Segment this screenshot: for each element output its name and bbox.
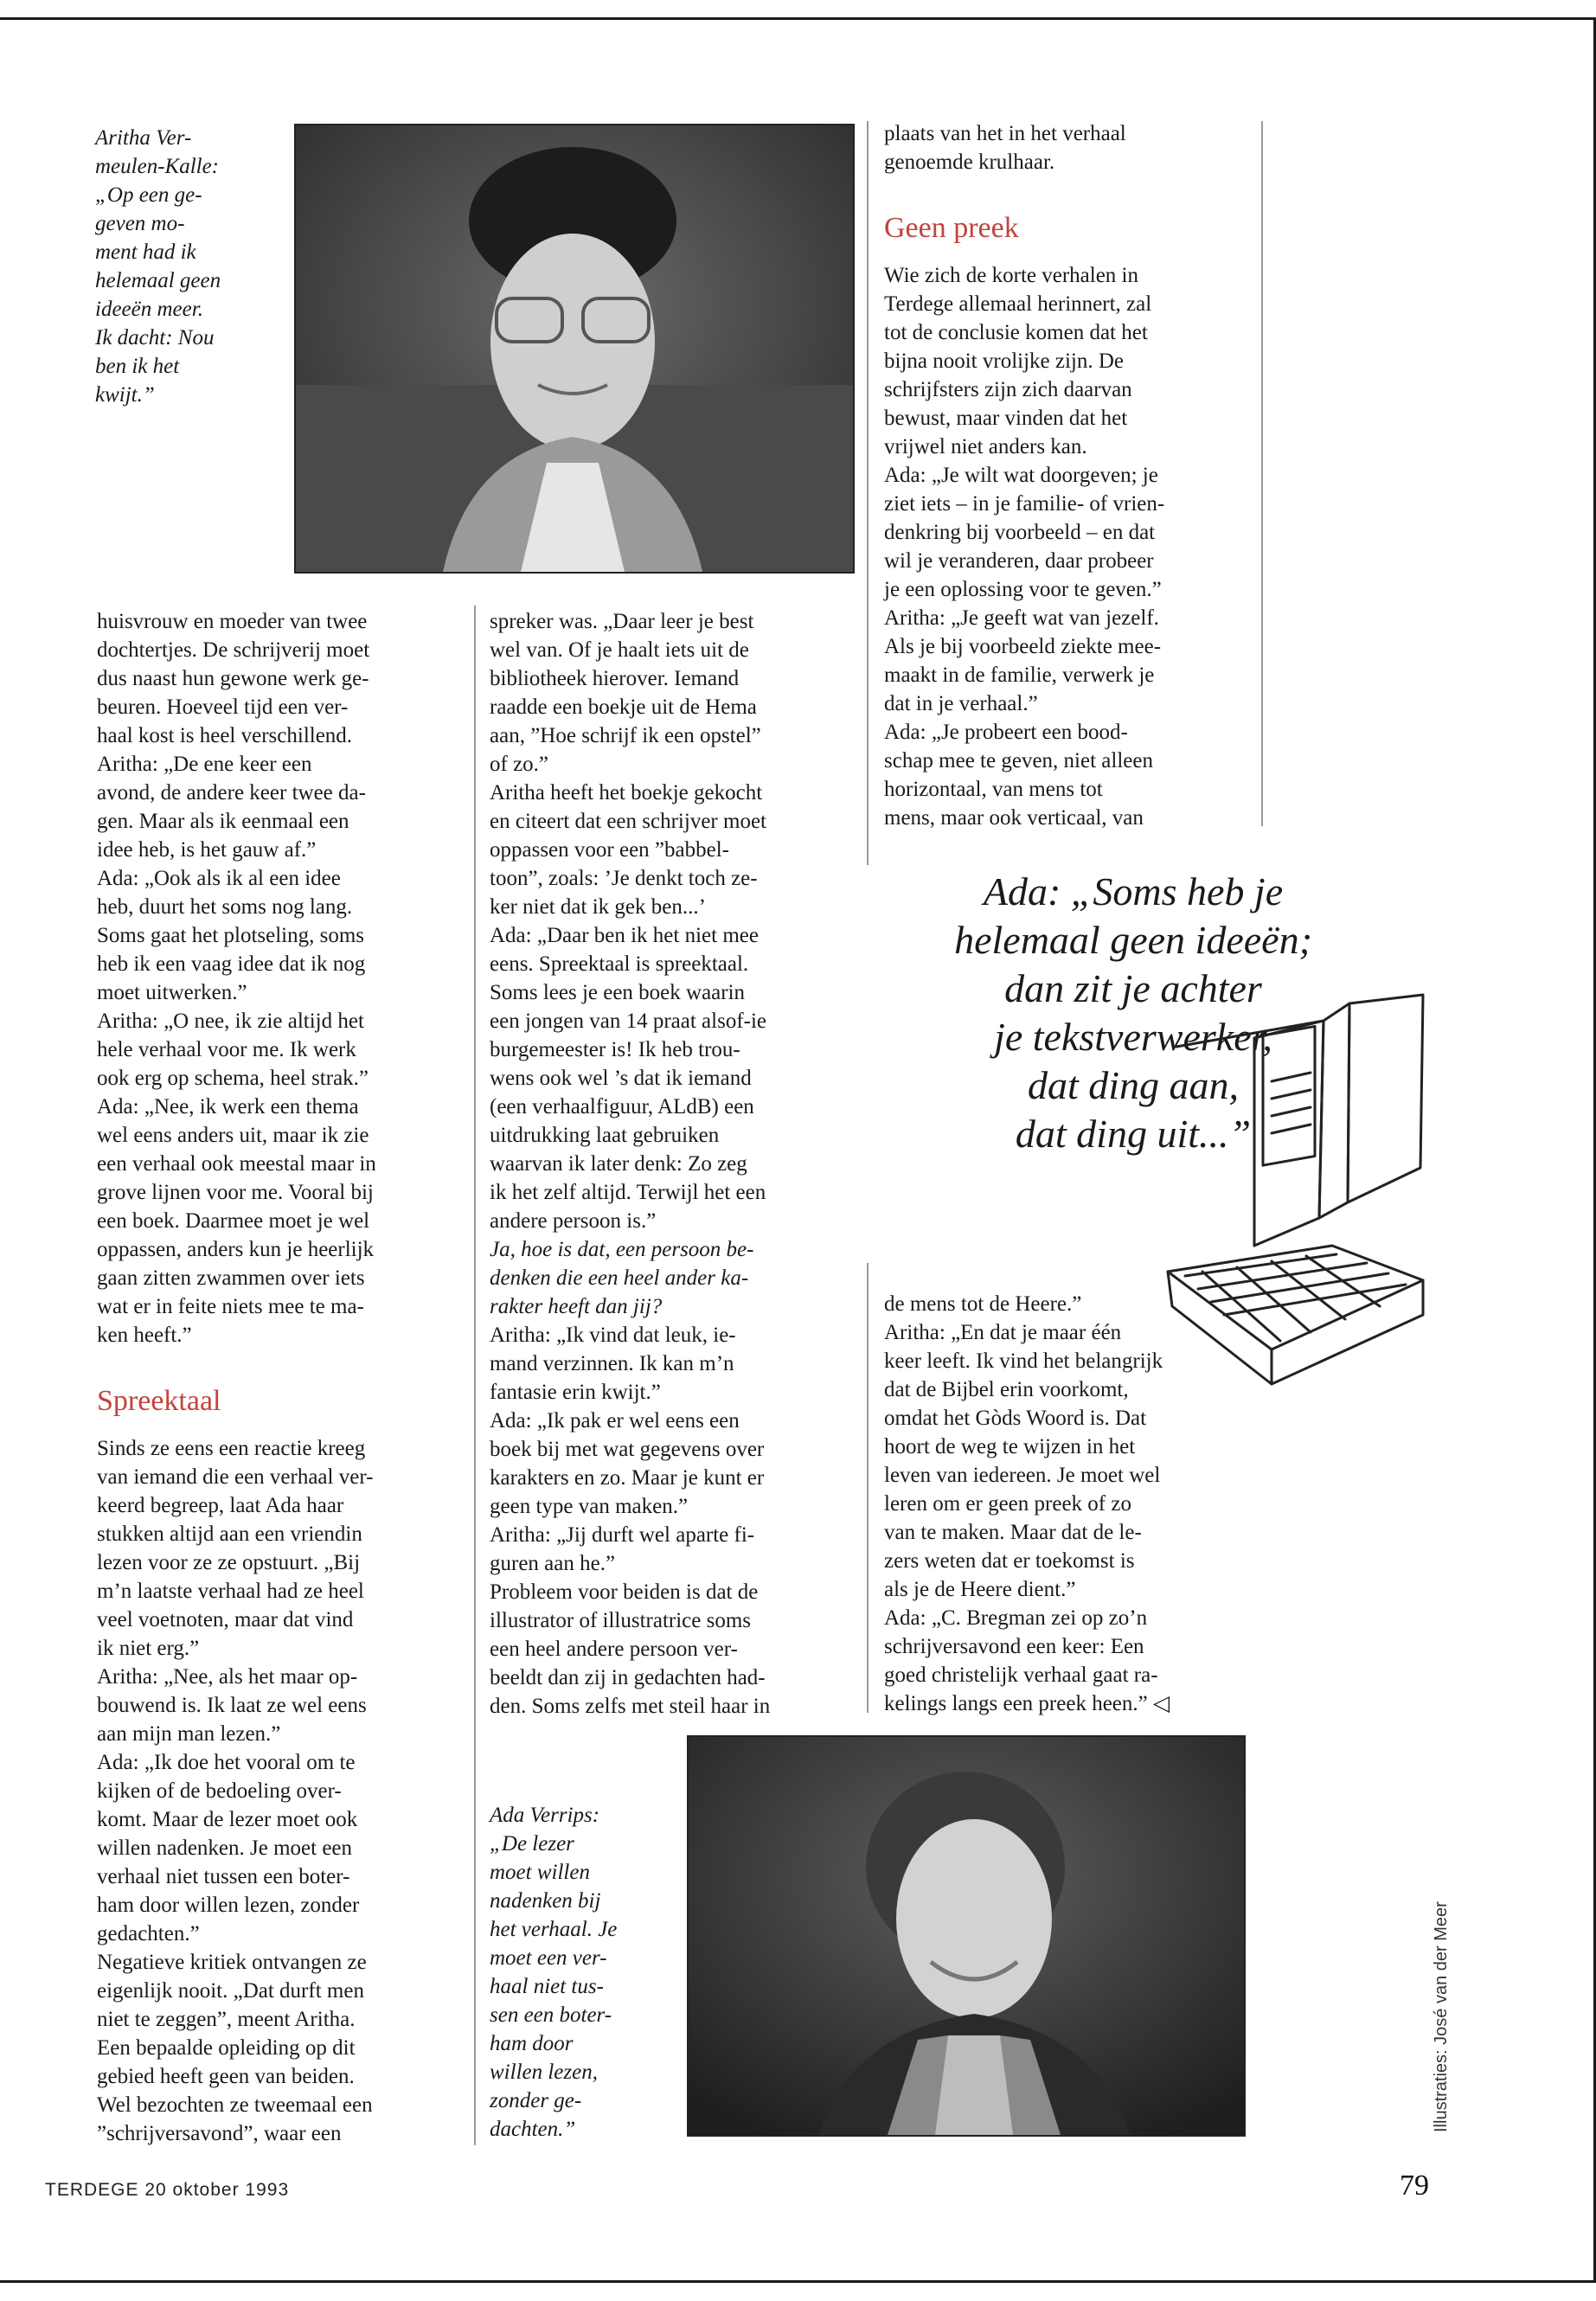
- column-right-bottom: [884, 1290, 1247, 1718]
- illustration-credit: Illustraties: José van der Meer: [1432, 1901, 1451, 2132]
- portrait-ada-image: [689, 1737, 1244, 2135]
- photo-ada: [687, 1735, 1246, 2137]
- paragraph-right-bottom: de mens tot de Heere.” Aritha: „En dat je maar één keer leeft. Ik vind het belangrijk dat de Bijbel erin voorkomt, omdat het Gòds Woord is. Dat hoort de weg te wijzen in het leven van iedereen. Je moet wel leren om er geen preek of zo van te maken. Maar dat de le- zers weten dat er toekomst is als je de Heere dient.” Ada: „C. Bregman zei op zo’n schrijversavond een keer: Een goed christelijk verhaal gaat ra- kelings langs een preek heen.” ◁: [884, 1292, 1170, 1715]
- column-rule: [867, 121, 869, 865]
- paragraph-left-2: Sinds ze eens een reactie kreeg van iemand die een verhaal ver- keerd begreep, laat Ada haar stukken altijd aan een vriendin lezen voor ze ze opstuurt. „Bij m’n laatste verhaal had ze heel veel voetnoten, maar dat vind ik niet erg.” Aritha: „Nee, als het maar op- bouwend is. Ik laat ze wel eens aan mijn man lezen.” Ada: „Ik doe het vooral om te kijken of de bedoeling over- komt. Maar de lezer moet ook willen nadenken. Je moet een verhaal niet tussen een boter- ham door willen lezen, zonder gedachten.” Negatieve kritiek ontvangen ze eigenlijk nooit. „Dat durft men niet te zeggen”, meent Aritha. Een bepaalde opleiding op dit gebied heeft geen van beiden. Wel bezochten ze tweemaal een ”schrijversavond”, waar een: [97, 1437, 374, 2145]
- interview-question: Ja, hoe is dat, een persoon be- denken die een heel ander ka- rakter heeft dan jij?: [490, 1238, 754, 1318]
- paragraph-geen-preek: Wie zich de korte verhalen in Terdege allemaal herinnert, zal tot de conclusie komen dat het bijna nooit vrolijke zijn. De schrijfsters zijn zich daarvan bewust, maar vinden dat het vrijwel niet anders kan. Ada: „Je wilt wat doorgeven; je ziet iets – in je familie- of vrien- denkring bij voorbeeld – en dat wil je veranderen, daar probeer je een oplossing voor te geven.” Aritha: „Je geeft wat van jezelf. Als je bij voorbeeld ziekte mee- maakt in de familie, verwerk je dat in je verhaal.” Ada: „Je probeert een bood- schap mee te geven, niet alleen horizontaal, van mens tot mens, maar ook verticaal, van: [884, 264, 1165, 830]
- heading-spreektaal: Spreektaal: [97, 1385, 221, 1417]
- photo-caption-aritha: Aritha Ver- meulen-Kalle: „Op een ge- geven mo- ment had ik helemaal geen ideeën meer. Ik dacht: Nou ben ik het kwijt.”: [95, 126, 221, 407]
- paragraph-middle-1: spreker was. „Daar leer je best wel van. Of je haalt iets uit de bibliotheek hierover. Iemand raadde een boekje uit de Hema aan, ”Hoe schrijf ik een opstel” of zo.” Aritha heeft het boekje gekocht en citeert dat een schrijver moet oppassen voor een ”babbel- toon”, zoals: ’Je denkt toch ze- ker niet dat ik gek ben...’ Ada: „Daar ben ik het niet mee eens. Spreektaal is spreektaal. Soms lees je een boek waarin een jongen van 14 praat alsof-ie burgemeester is! Ik heb trou- wens ook wel ’s dat ik iemand (een verhaalfiguur, ALdB) een uitdrukking laat gebruiken waarvan ik later denk: Zo zeg ik het zelf altijd. Terwijl het een andere persoon is.”: [490, 610, 767, 1233]
- page-number: 79: [1400, 2170, 1429, 2202]
- photo-caption-ada: Ada Verrips: „De lezer moet willen nadenken bij het verhaal. Je moet een ver- haal niet tus- sen een boter- ham door willen lezen, zonder ge- dachten.”: [490, 1804, 618, 2141]
- paragraph-intro: plaats van het in het verhaal genoemde krulhaar.: [884, 122, 1126, 174]
- column-middle: [490, 607, 853, 1721]
- paragraph-middle-2: Aritha: „Ik vind dat leuk, ie- mand verzinnen. Ik kan m’n fantasie erin kwijt.” Ada: „Ik pak er wel eens een boek bij met wat gegevens over karakters en zo. Maar je kunt er geen type van maken.” Aritha: „Jij durft wel aparte fi- guren aan he.” Probleem voor beiden is dat de illustrator of illustratrice soms een heel andere persoon ver- beeldt dan zij in gedachten had- den. Soms zelfs met steil haar in: [490, 1324, 771, 1718]
- bottom-rule: [0, 2280, 1596, 2283]
- pull-quote: Ada: „Soms heb je helemaal geen ideeën; dan zit je achter je tekstverwerker, dat ding aan, dat ding uit...”: [954, 869, 1312, 1156]
- column-rule: [474, 606, 476, 2145]
- column-rule: [1261, 121, 1263, 826]
- photo-aritha: [294, 124, 855, 574]
- portrait-aritha-image: [296, 125, 853, 572]
- column-right-top: [884, 119, 1247, 832]
- column-left: [97, 607, 460, 2148]
- footer-publication: TERDEGE 20 oktober 1993: [45, 2180, 290, 2200]
- heading-geen-preek: Geen preek: [884, 212, 1019, 244]
- column-rule: [867, 1263, 869, 1713]
- top-rule: [0, 17, 1596, 20]
- paragraph-left-1: huisvrouw en moeder van twee dochtertjes. De schrijverij moet dus naast hun gewone werk ge- beuren. Hoeveel tijd een ver- haal kost is heel verschillend. Aritha: „De ene keer een avond, de andere keer twee da- gen. Maar als ik eenmaal een idee heb, is het gauw af.” Ada: „Ook als ik al een idee heb, duurt het soms nog lang. Soms gaat het plotseling, soms heb ik een vaag idee dat ik nog moet uitwerken.” Aritha: „O nee, ik zie altijd het hele verhaal voor me. Ik werk ook erg op schema, heel strak.” Ada: „Nee, ik werk een thema wel eens anders uit, maar ik zie een verhaal ook meestal maar in grove lijnen voor me. Vooral bij een boek. Daarmee moet je wel oppassen, anders kun je heerlijk gaan zitten zwammen over iets wat er in feite niets mee te ma- ken heeft.”: [97, 610, 376, 1347]
